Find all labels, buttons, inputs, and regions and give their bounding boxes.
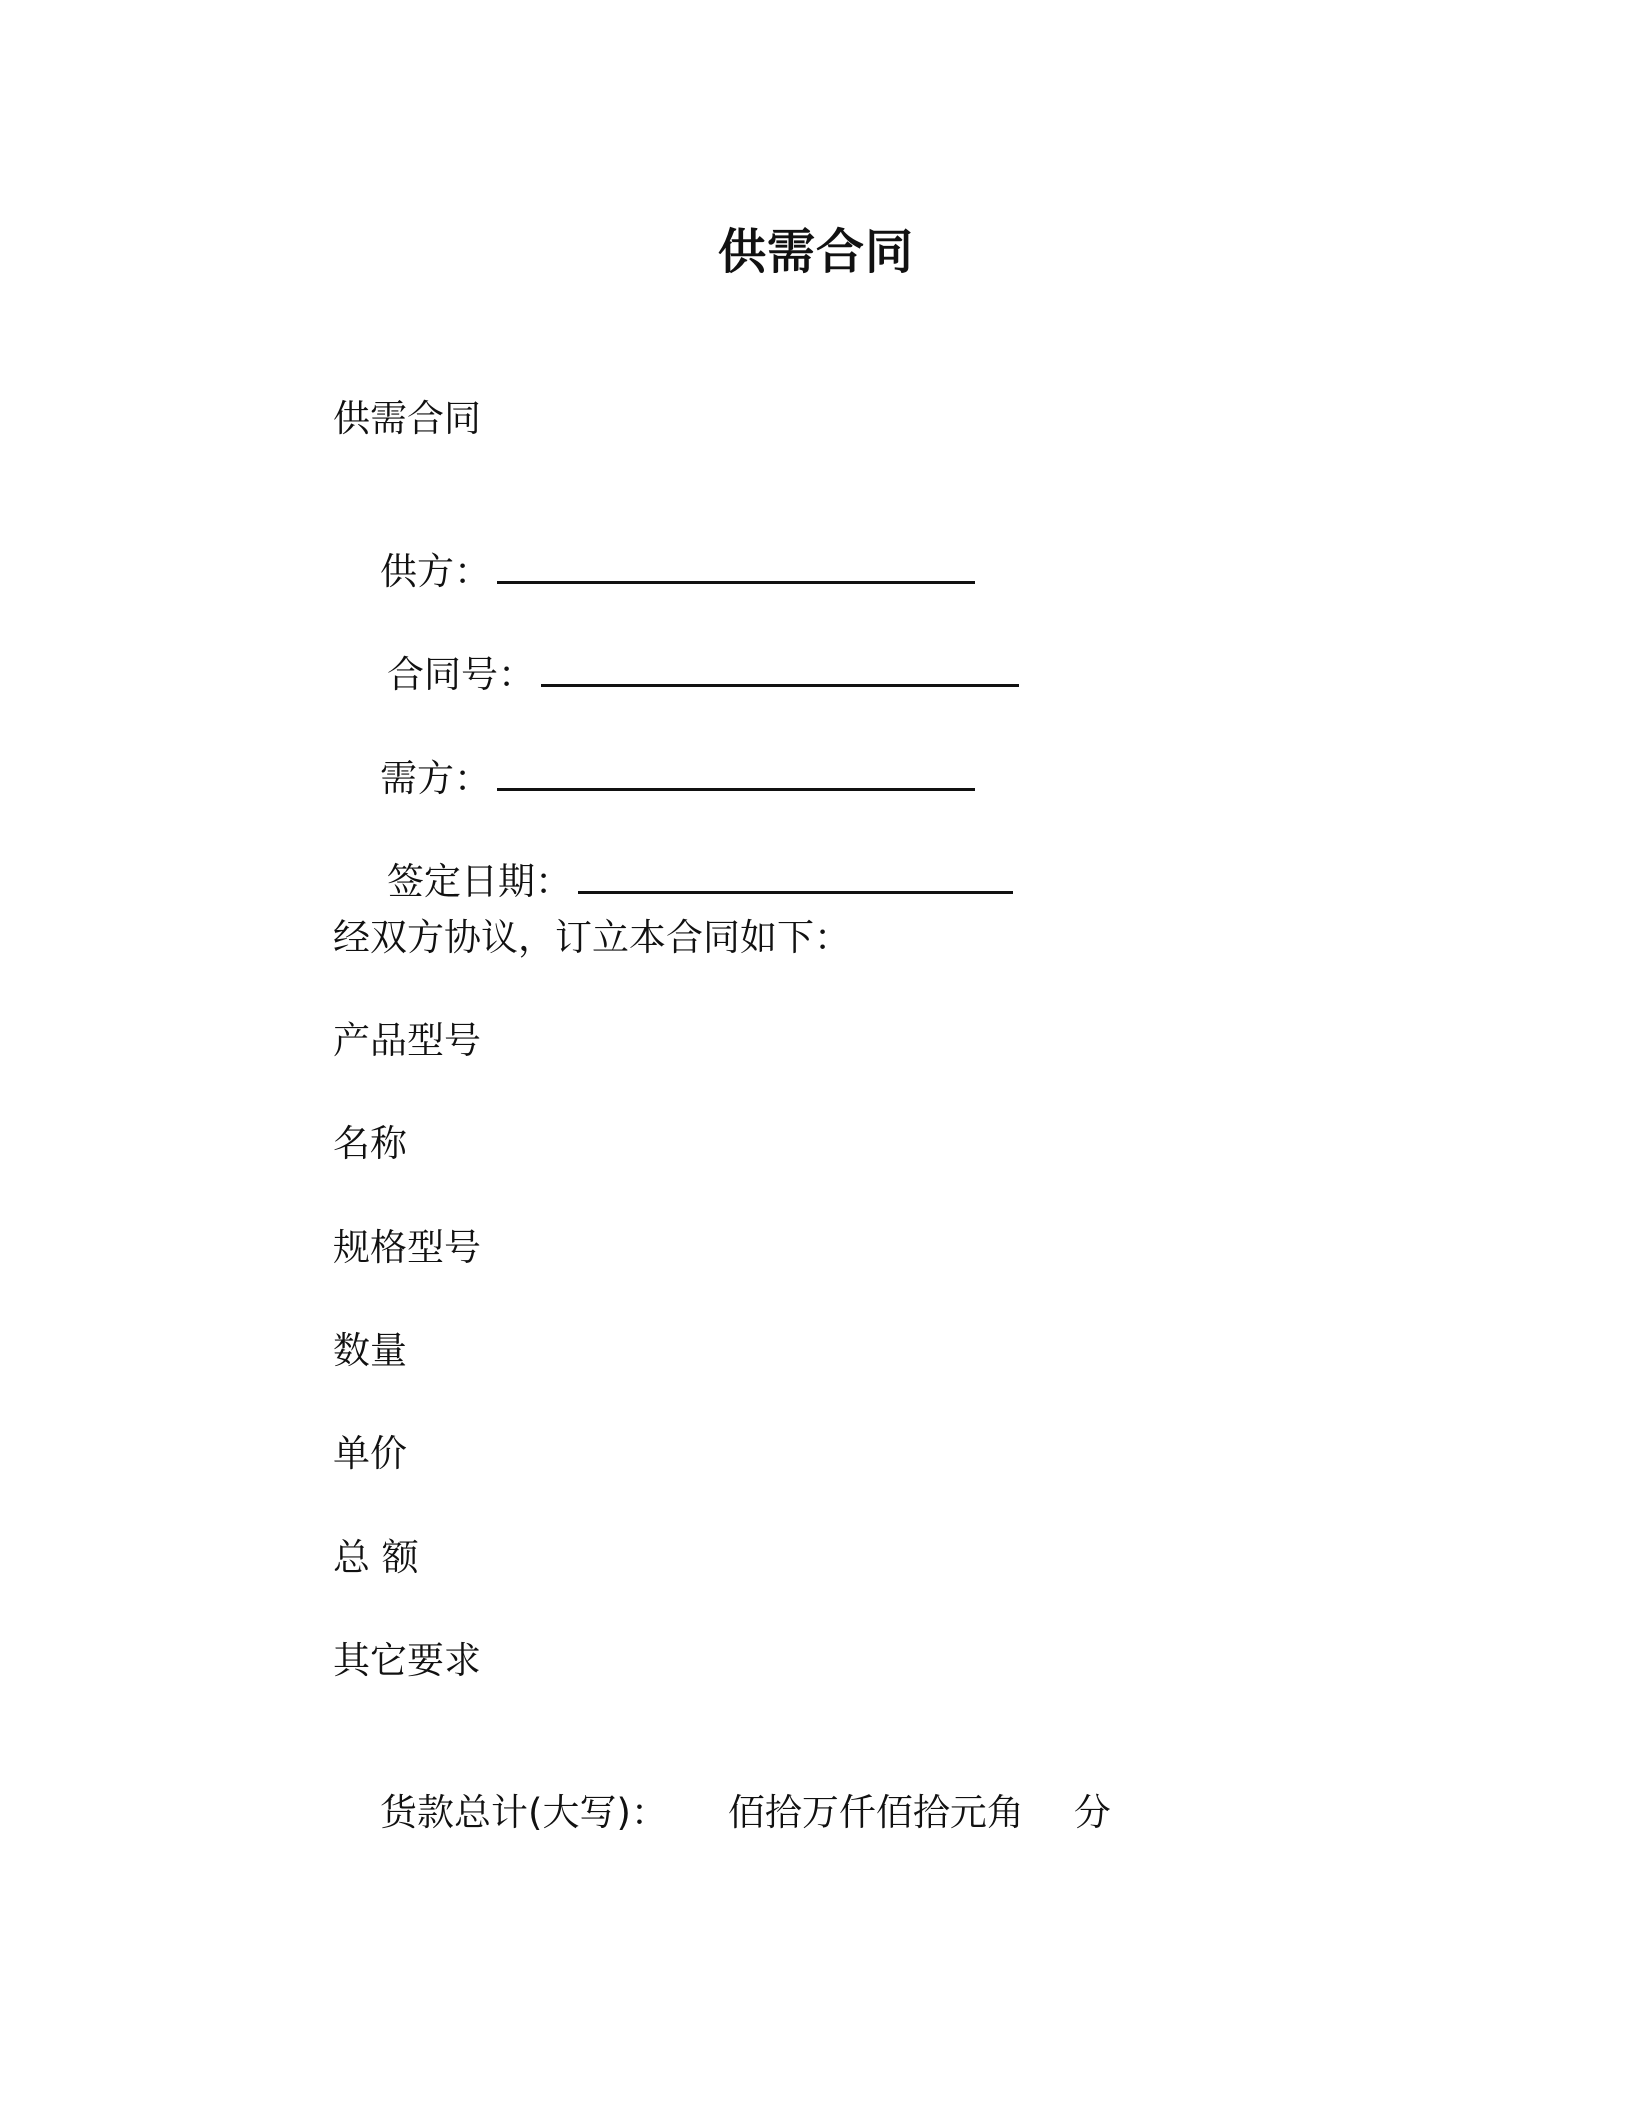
contract-no-label: 合同号： — [387, 653, 536, 696]
field-spec-model: 规格型号 — [333, 1226, 481, 1269]
total-units-main: 佰拾万仟佰拾元角 — [727, 1791, 1024, 1834]
sign-date-label: 签定日期： — [387, 860, 573, 903]
buyer-blank[interactable] — [497, 758, 975, 791]
document-heading: 供需合同 — [333, 397, 481, 440]
field-quantity: 数量 — [333, 1329, 407, 1372]
field-product-model: 产品型号 — [333, 1019, 481, 1062]
field-total-amount: 总 额 — [333, 1536, 419, 1579]
field-unit-price: 单价 — [333, 1432, 407, 1475]
contract-no-blank[interactable] — [541, 654, 1019, 687]
buyer-label: 需方： — [380, 757, 492, 800]
intro-text: 经双方协议，订立本合同如下： — [333, 916, 851, 959]
field-name: 名称 — [333, 1122, 407, 1165]
sign-date-blank[interactable] — [578, 861, 1013, 894]
supplier-label: 供方： — [380, 550, 492, 593]
total-label: 货款总计(大写)： — [380, 1791, 668, 1834]
supplier-blank[interactable] — [497, 551, 975, 584]
total-row — [333, 1741, 1111, 1885]
field-other-requirements: 其它要求 — [333, 1639, 481, 1682]
document-title: 供需合同 — [717, 224, 914, 280]
total-units-fen: 分 — [1073, 1791, 1111, 1834]
